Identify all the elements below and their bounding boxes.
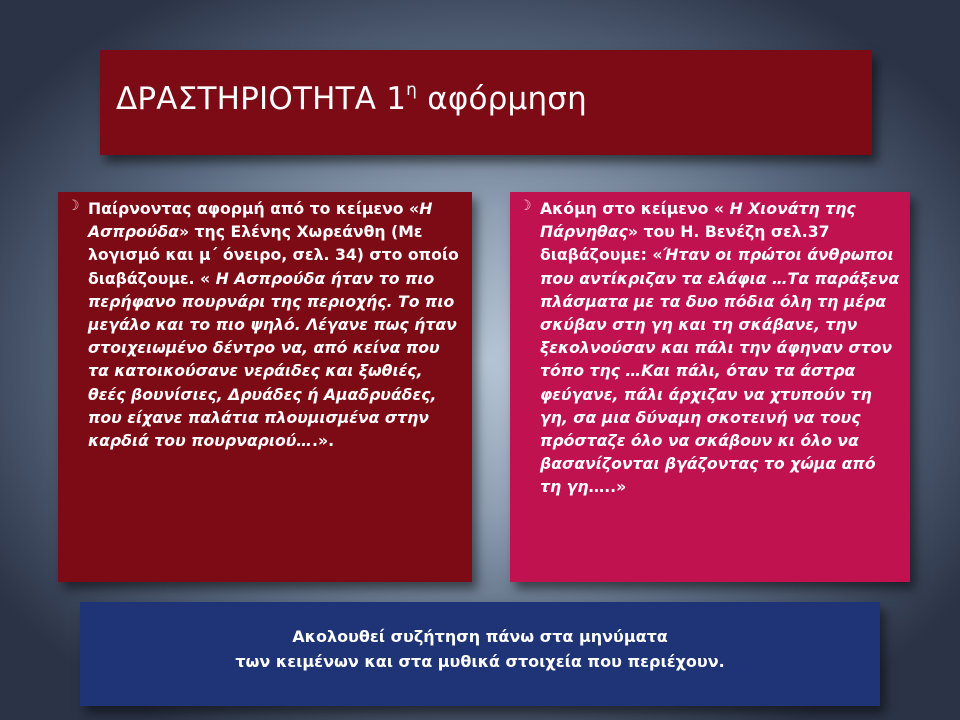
title-box: [100, 50, 872, 155]
title-superscript: η: [406, 80, 418, 100]
right-text-segment: Η Χιονάτη της Πάρνηθας: [540, 199, 856, 242]
right-panel-text: [540, 197, 900, 499]
right-text-segment: Ήταν οι πρώτοι άνθρωποι που αντίκριζαν τα ελάφια …Τα παράξενα πλάσματα με τα δυο πόδια όλη τη μέρα σκύβαν στη γη και τη σκάβανε, την ξεκολνούσαν και πάλι την άφηναν στον τόπο της …Και πάλι, όταν τα άστρα φεύγανε, πάλι άρχιζαν να χτυπούν τη γη, σα μια δύναμη σκοτεινή να τους πρόσταζε όλο να σκάβουν κι όλο να βασανίζονται βγάζοντας το χώμα από τη γη: [540, 245, 900, 497]
left-text-segment: Η Ασπρούδα ήταν το πιο περήφανο πουρνάρι της περιοχής. Το πιο μεγάλο και το πιο ψηλό. Λέγανε πως ήταν στοιχειωμένο δέντρο να, από κείνα που τα κατοικούσανε νεράιδες και ξωθιές, θεές βουνίσιες, Δρυάδες ή Αμαδρυάδες, που είχανε παλάτια πλουμισμένα στην καρδιά του πουρναριού…: [88, 268, 457, 451]
title-suffix: αφόρμηση: [417, 81, 587, 117]
left-text-segment: Παίρνοντας αφορμή από το κείμενο «: [88, 199, 420, 218]
left-text-segment: .».: [312, 431, 335, 451]
title-main: ΔΡΑΣΤΗΡΙΟΤΗΤΑ 1: [116, 81, 407, 117]
slide-title: [116, 80, 587, 117]
right-text-segment: …..»: [588, 477, 627, 497]
right-text-segment: » του Η. Βενέζη σελ.37 διαβάζουμε: «: [540, 222, 830, 265]
left-text-panel: [58, 192, 472, 582]
discussion-text: [80, 624, 880, 674]
right-text-segment: Ακόμη στο κείμενο «: [540, 199, 730, 218]
left-text-segment: Η Ασπρούδα: [88, 199, 433, 242]
bullet-icon: ☽: [519, 198, 532, 214]
discussion-line-1: Ακολουθεί συζήτηση πάνω στα μηνύματα: [292, 627, 668, 646]
discussion-line-2: των κειμένων και στα μυθικά στοιχεία που περιέχουν.: [235, 652, 725, 671]
left-text-segment: » της Ελένης Χωρεάνθη (Με λογισμό και μ΄ όνειρο, σελ. 34) στο οποίο διαβάζουμε. «: [88, 222, 459, 288]
left-panel-text: [88, 197, 462, 452]
right-text-panel: [510, 192, 910, 582]
bullet-icon: ☽: [67, 198, 80, 214]
discussion-box: [80, 602, 880, 706]
